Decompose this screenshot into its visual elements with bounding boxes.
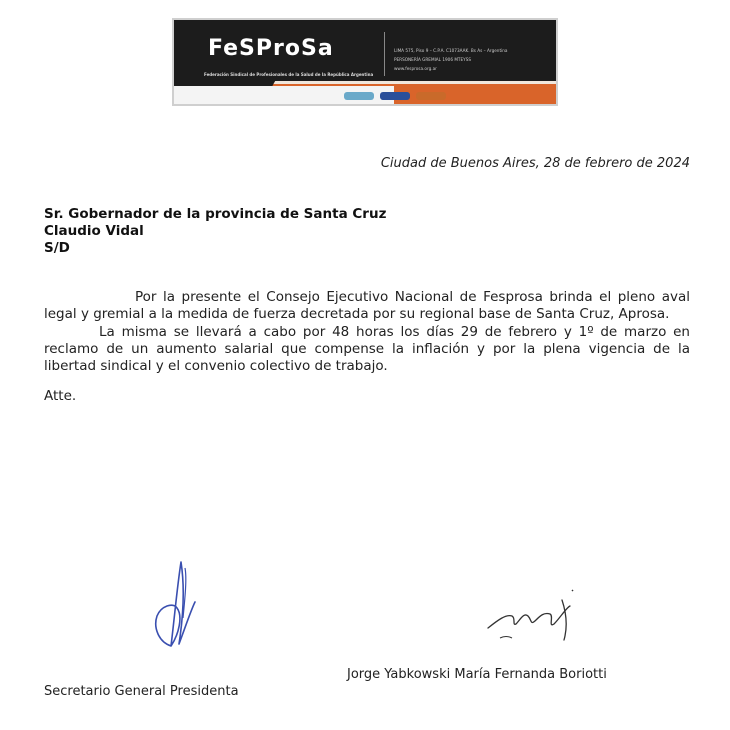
addressee-sd: S/D bbox=[44, 240, 70, 256]
body-paragraph-2: La misma se llevará a cabo por 48 horas los días 29 de febrero y 1º de marzo en reclamo de un aumento salarial que compense la inflación y por la plena vigencia de la libertad sindical y el convenio colectivo de trabajo. bbox=[44, 323, 690, 375]
letter-body bbox=[44, 289, 690, 375]
letterhead bbox=[172, 18, 558, 106]
letterhead-website: www.fesprosa.org.ar bbox=[394, 66, 437, 71]
addressee-name: Claudio Vidal bbox=[44, 223, 144, 239]
body-paragraph-1: Por la presente el Consejo Ejecutivo Nacional de Fesprosa brinda el pleno aval legal y gremial a la medida de fuerza decretada por su regional base de Santa Cruz, Aprosa. bbox=[44, 289, 690, 323]
addressee-block bbox=[44, 206, 386, 257]
closing: Atte. bbox=[44, 388, 77, 404]
fesprosa-logo: FeSProSa bbox=[208, 36, 334, 61]
signatory-titles: Secretario General Presidenta bbox=[44, 684, 239, 699]
partner-logo-1 bbox=[344, 92, 374, 100]
signature-boriotti bbox=[478, 578, 588, 652]
letterhead-registration: PERSONERÍA GREMIAL 1906 MTEYSS bbox=[394, 57, 472, 62]
letterhead-info bbox=[394, 46, 507, 73]
signature-yabkowski bbox=[145, 558, 205, 657]
signatory-names: Jorge Yabkowski María Fernanda Boriotti bbox=[347, 667, 607, 682]
partner-logos bbox=[344, 92, 446, 100]
letter-date: Ciudad de Buenos Aires, 28 de febrero de 2024 bbox=[380, 156, 690, 171]
letterhead-divider bbox=[384, 32, 385, 76]
partner-logo-cta bbox=[380, 92, 410, 100]
addressee-title: Sr. Gobernador de la provincia de Santa Cruz bbox=[44, 206, 387, 222]
partner-logo-3 bbox=[416, 92, 446, 100]
letterhead-subtitle: Federación Sindical de Profesionales de la Salud de la República Argentina bbox=[204, 72, 374, 77]
letterhead-address: LIMA 575, Piso 9 – C.P.A. C1073AAK. Bs As – Argentina bbox=[394, 48, 508, 53]
